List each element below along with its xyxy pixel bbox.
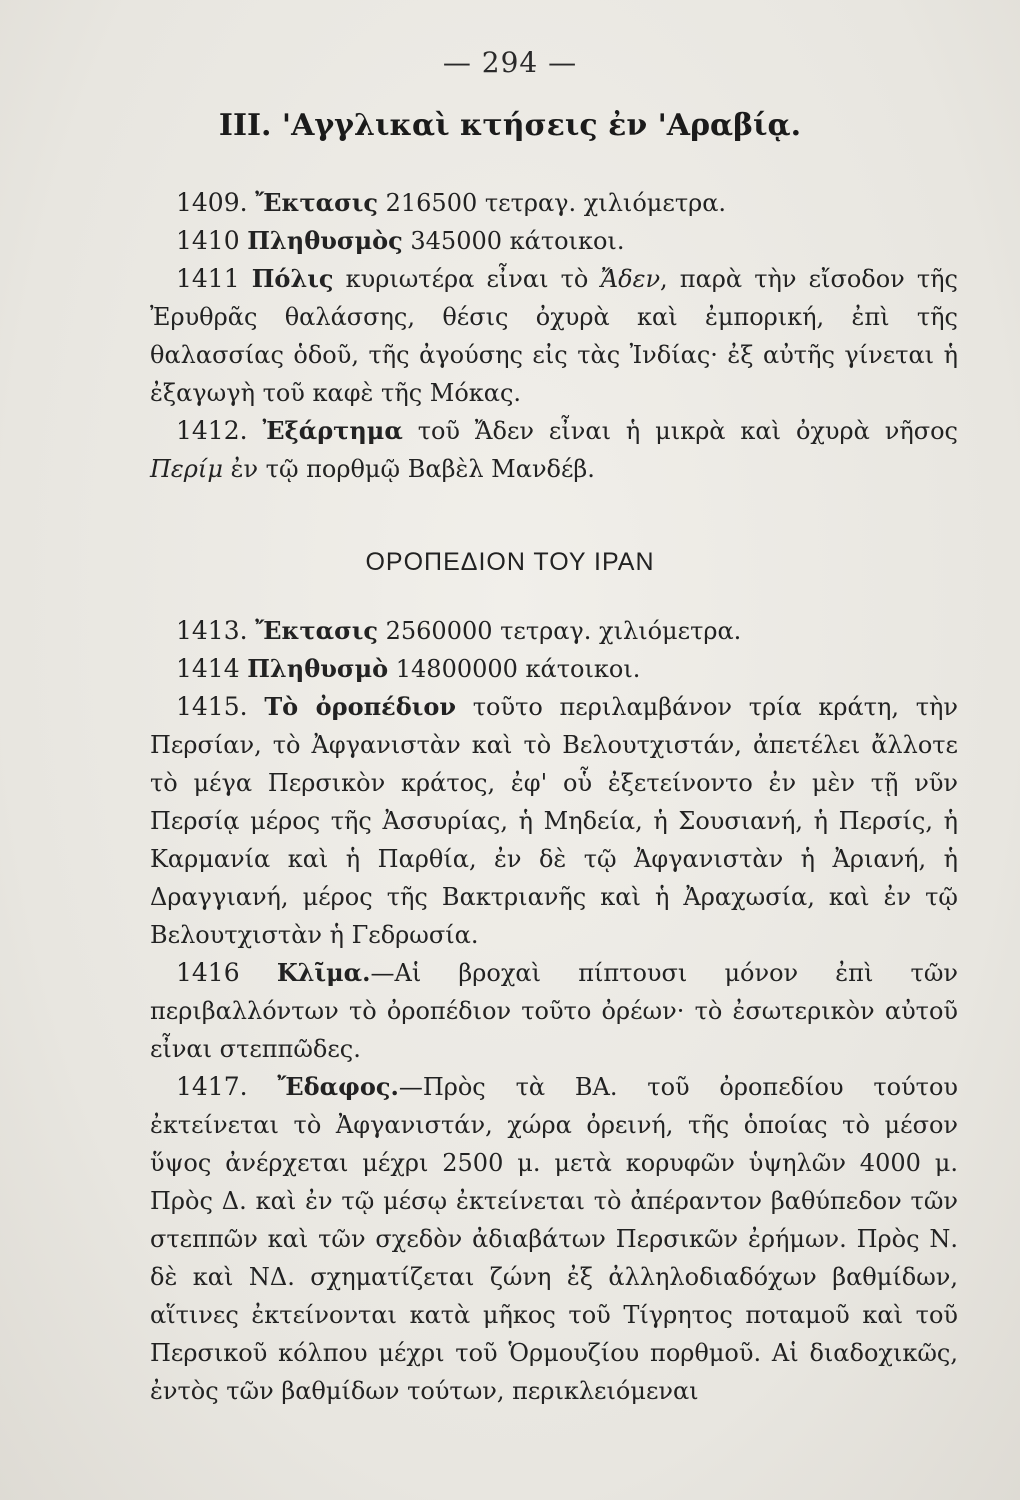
paragraph-term: Ἔκτασις — [255, 616, 378, 645]
paragraph-text: τοῦτο περιλαμβάνον τρία κράτη, τὴν Περσίαν, τὸ Ἀφγανιστὰν καὶ τὸ Βελουτχιστάν, ἀπετέλει ἄλλοτε τὸ μέγα Περσικὸν κράτος, ἐφ' οὗ ἐξετείνοντο ἐν μὲν τῇ νῦν Περσίᾳ μέρος τῆς Ἀσσυρίας, ἡ Μηδεία, ἡ Σουσιανή, ἡ Περσίς, ἡ Καρμανία καὶ ἡ Παρθία, ἐν δὲ τῷ Ἀφγανιστὰν ἡ Ἀριανή, ἡ Δραγγιανή, μέρος τῆς Βακτριανῆς καὶ ἡ Ἀραχωσία, καὶ ἐν τῷ Βελουτχιστὰν ἡ Γεδρωσία. — [150, 693, 958, 949]
paragraph-text: 2560000 τετραγ. χιλιόμετρα. — [377, 617, 742, 645]
paragraph-number: 1410 — [176, 226, 240, 255]
paragraph-1413 — [150, 612, 958, 650]
paragraph-number: 1412. — [176, 416, 248, 445]
arabia-section — [150, 184, 958, 488]
paragraph-term: Τὸ ὀροπέδιον — [264, 692, 457, 721]
paragraph-term: Πόλις — [251, 264, 334, 293]
paragraph-1412 — [150, 412, 958, 488]
paragraph-text: 216500 τετραγ. χιλιόμετρα. — [377, 189, 727, 217]
paragraph-1411 — [150, 260, 958, 412]
paragraph-number: 1414 — [176, 654, 240, 683]
paragraph-text: τοῦ Ἄδεν εἶναι ἡ μικρὰ καὶ ὀχυρὰ νῆσος — [402, 417, 958, 445]
paragraph-term: Κλῖμα. — [276, 958, 371, 987]
paragraph-text: 345000 κάτοικοι. — [402, 227, 625, 255]
paragraph-1410 — [150, 222, 958, 260]
section-title: III. 'Αγγλικαὶ κτήσεις ἐν 'Αραβίᾳ. — [218, 108, 802, 143]
paragraph-text: 14800000 κάτοικοι. — [388, 655, 641, 683]
paragraph-1409 — [150, 184, 958, 222]
paragraph-term: Πληθυσμὸ — [247, 654, 389, 683]
iran-section — [150, 612, 958, 1410]
paragraph-term: Πληθυσμὸς — [247, 226, 403, 255]
paragraph-text: —Πρὸς τὰ ΒΑ. τοῦ ὀροπεδίου τούτου ἐκτείνεται τὸ Ἀφγανιστάν, χώρα ὀρεινή, τῆς ὁποίας τὸ μέσον ὕψος ἀνέρχεται μέχρι 2500 μ. μετὰ κορυφῶν ὑψηλῶν 4000 μ. Πρὸς Δ. καὶ ἐν τῷ μέσῳ ἐκτείνεται τὸ ἀπέραντον βαθύπεδον τῶν στεππῶν καὶ τῶν σχεδὸν ἀδιαβάτων Περσικῶν ἐρήμων. Πρὸς Ν. δὲ καὶ ΝΔ. σχηματίζεται ζώνη ἐξ ἀλληλοδιαδόχων βαθμίδων, αἵτινες ἐκτείνονται κατὰ μῆκος τοῦ Τίγρητος ποταμοῦ καὶ τοῦ Περσικοῦ κόλπου μέχρι τοῦ Ὁρμουζίου πορθμοῦ. Αἱ διαδοχικῶς, ἐντὸς τῶν βαθμίδων τούτων, περικλειόμεναι — [150, 1073, 958, 1405]
paragraph-number: 1409. — [176, 188, 248, 217]
paragraph-number: 1416 — [176, 958, 240, 987]
paragraph-number: 1417. — [176, 1072, 248, 1101]
paragraph-number: 1415. — [176, 692, 248, 721]
paragraph-text: , παρὰ τὴν εἴσοδον τῆς Ἐρυθρᾶς θαλάσσης, θέσις ὀχυρὰ καὶ ἐμπορική, ἐπὶ τῆς θαλασσίας ὁδοῦ, τῆς ἀγούσης εἰς τὰς Ἰνδίας· ἐξ αὐτῆς γίνεται ἡ ἐξαγωγὴ τοῦ καφὲ τῆς Μόκας. — [150, 265, 959, 407]
paragraph-text: ἐν τῷ πορθμῷ Βαβὲλ Μανδέβ. — [222, 455, 595, 483]
paragraph-1416 — [150, 954, 958, 1068]
paragraph-term: Ἐξάρτημα — [262, 416, 403, 445]
place-name-perim: Περίμ — [150, 455, 223, 483]
paragraph-number: 1411 — [176, 264, 240, 293]
paragraph-text: κυριωτέρα εἶναι τὸ — [333, 265, 601, 293]
paragraph-number: 1413. — [176, 616, 248, 645]
page-number: — 294 — — [442, 46, 578, 79]
section-heading-iran: ΟΡΟΠΕΔΙΟΝ ΤΟΥ ΙΡΑΝ — [365, 548, 655, 576]
paragraph-term: Ἔκτασις — [255, 188, 378, 217]
paragraph-1415 — [150, 688, 958, 954]
paragraph-text: —Αἱ βροχαὶ πίπτουσι μόνον ἐπὶ τῶν περιβαλλόντων τὸ ὀροπέδιον τοῦτο ὀρέων· τὸ ἐσωτερικὸν αὐτοῦ εἶναι στεππῶδες. — [150, 959, 958, 1063]
place-name-aden: Ἄδεν — [600, 265, 661, 293]
paragraph-1414 — [150, 650, 958, 688]
paragraph-1417 — [150, 1068, 958, 1410]
paragraph-term: Ἔδαφος. — [277, 1072, 399, 1101]
